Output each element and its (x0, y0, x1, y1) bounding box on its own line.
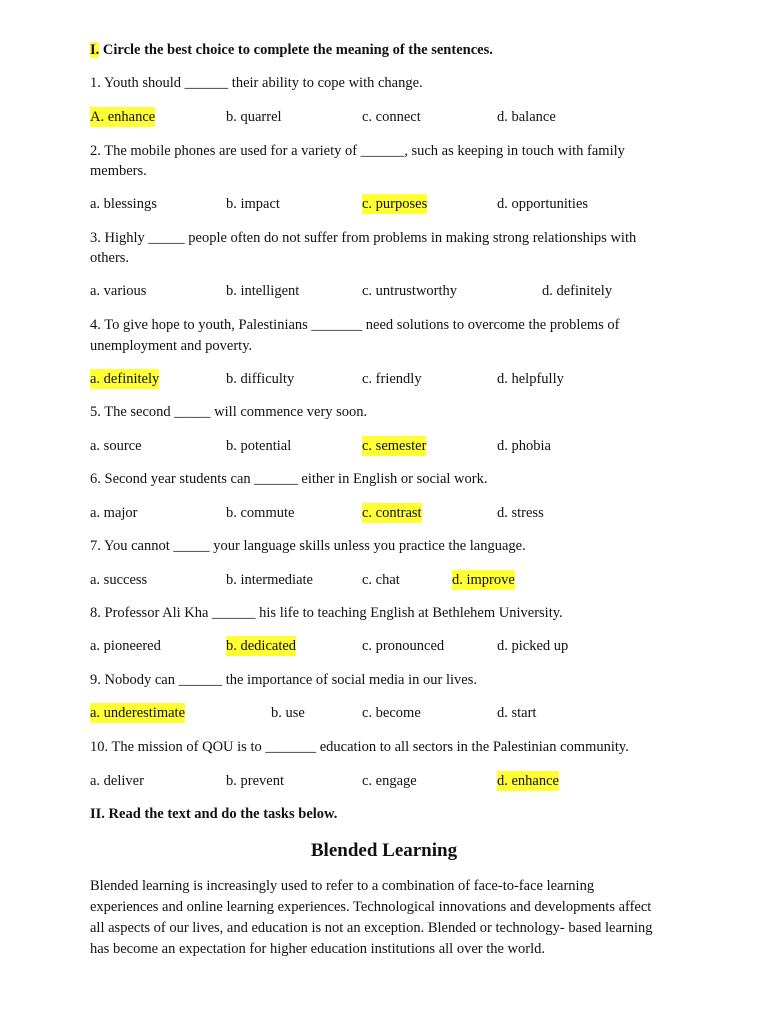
passage-line-1: Blended learning is increasingly used to refer to a combination of face-to-face learning (90, 878, 595, 894)
q1-option-a: A. enhance (90, 109, 156, 125)
question-7: 7. You cannot _____ your language skills unless you practice the language. (90, 538, 526, 554)
q10-option-c: c. engage (362, 773, 417, 789)
q5-option-b: b. potential (226, 438, 292, 454)
question-4: 4. To give hope to youth, Palestinians _______ need solutions to overcome the problems of (90, 317, 620, 333)
q2-option-d: d. opportunities (497, 196, 589, 212)
question-2-cont: members. (90, 163, 147, 179)
q2-option-c: c. purposes (362, 196, 428, 212)
q1-option-c: c. connect (362, 109, 421, 125)
q10-option-b: b. prevent (226, 773, 284, 789)
q3-option-b: b. intelligent (226, 283, 300, 299)
q2-option-a: a. blessings (90, 196, 157, 212)
section-1-heading (90, 40, 493, 60)
q5-option-d: d. phobia (497, 438, 551, 454)
question-8: 8. Professor Ali Kha ______ his life to teaching English at Bethlehem University. (90, 605, 563, 621)
q6-option-a: a. major (90, 505, 138, 521)
q1-option-b: b. quarrel (226, 109, 282, 125)
q6-option-b: b. commute (226, 505, 295, 521)
passage-line-3: all aspects of our lives, and education is not an exception. Blended or technology- based learning (90, 920, 653, 936)
question-10: 10. The mission of QOU is to _______ education to all sectors in the Palestinian community. (90, 739, 629, 755)
q7-option-c: c. chat (362, 572, 400, 588)
q5-option-c: c. semester (362, 438, 427, 454)
q5-option-a: a. source (90, 438, 142, 454)
q7-option-d: d. improve (452, 572, 515, 588)
q8-option-d: d. picked up (497, 638, 569, 654)
question-1: 1. Youth should ______ their ability to cope with change. (90, 75, 423, 91)
passage-paragraph (90, 876, 690, 960)
q2-option-b: b. impact (226, 196, 280, 212)
q1-option-d: d. balance (497, 109, 556, 125)
q9-option-b: b. use (271, 705, 305, 721)
q4-option-a: a. definitely (90, 371, 160, 387)
q9-option-d: d. start (497, 705, 537, 721)
question-4-cont: unemployment and poverty. (90, 338, 253, 354)
q8-option-b: b. dedicated (226, 638, 297, 654)
question-3-cont: others. (90, 250, 130, 266)
q10-option-d: d. enhance (497, 773, 559, 789)
q9-option-a: a. underestimate (90, 705, 186, 721)
question-2: 2. The mobile phones are used for a variety of ______, such as keeping in touch with family (90, 143, 625, 159)
section-1-numeral: I. (90, 42, 100, 58)
q8-option-c: c. pronounced (362, 638, 445, 654)
section-2-heading: II. Read the text and do the tasks below. (90, 806, 338, 822)
question-9: 9. Nobody can ______ the importance of social media in our lives. (90, 672, 477, 688)
q4-option-c: c. friendly (362, 371, 422, 387)
q7-option-b: b. intermediate (226, 572, 313, 588)
q4-option-b: b. difficulty (226, 371, 295, 387)
q10-option-a: a. deliver (90, 773, 144, 789)
q4-option-d: d. helpfully (497, 371, 564, 387)
q8-option-a: a. pioneered (90, 638, 161, 654)
question-6: 6. Second year students can ______ either in English or social work. (90, 471, 488, 487)
q6-option-c: c. contrast (362, 505, 422, 521)
q3-option-d: d. definitely (542, 283, 613, 299)
question-3: 3. Highly _____ people often do not suffer from problems in making strong relationships with (90, 230, 637, 246)
section-1-instruction: Circle the best choice to complete the meaning of the sentences. (99, 42, 493, 58)
passage-line-4: has become an expectation for higher education institutions all over the world. (90, 941, 546, 957)
q7-option-a: a. success (90, 572, 148, 588)
q3-option-a: a. various (90, 283, 147, 299)
passage-line-2: experiences and online learning experiences. Technological innovations and developments affect (90, 899, 652, 915)
q9-option-c: c. become (362, 705, 421, 721)
q3-option-c: c. untrustworthy (362, 283, 458, 299)
passage-title: Blended Learning (310, 840, 458, 861)
q6-option-d: d. stress (497, 505, 544, 521)
question-5: 5. The second _____ will commence very soon. (90, 404, 368, 420)
